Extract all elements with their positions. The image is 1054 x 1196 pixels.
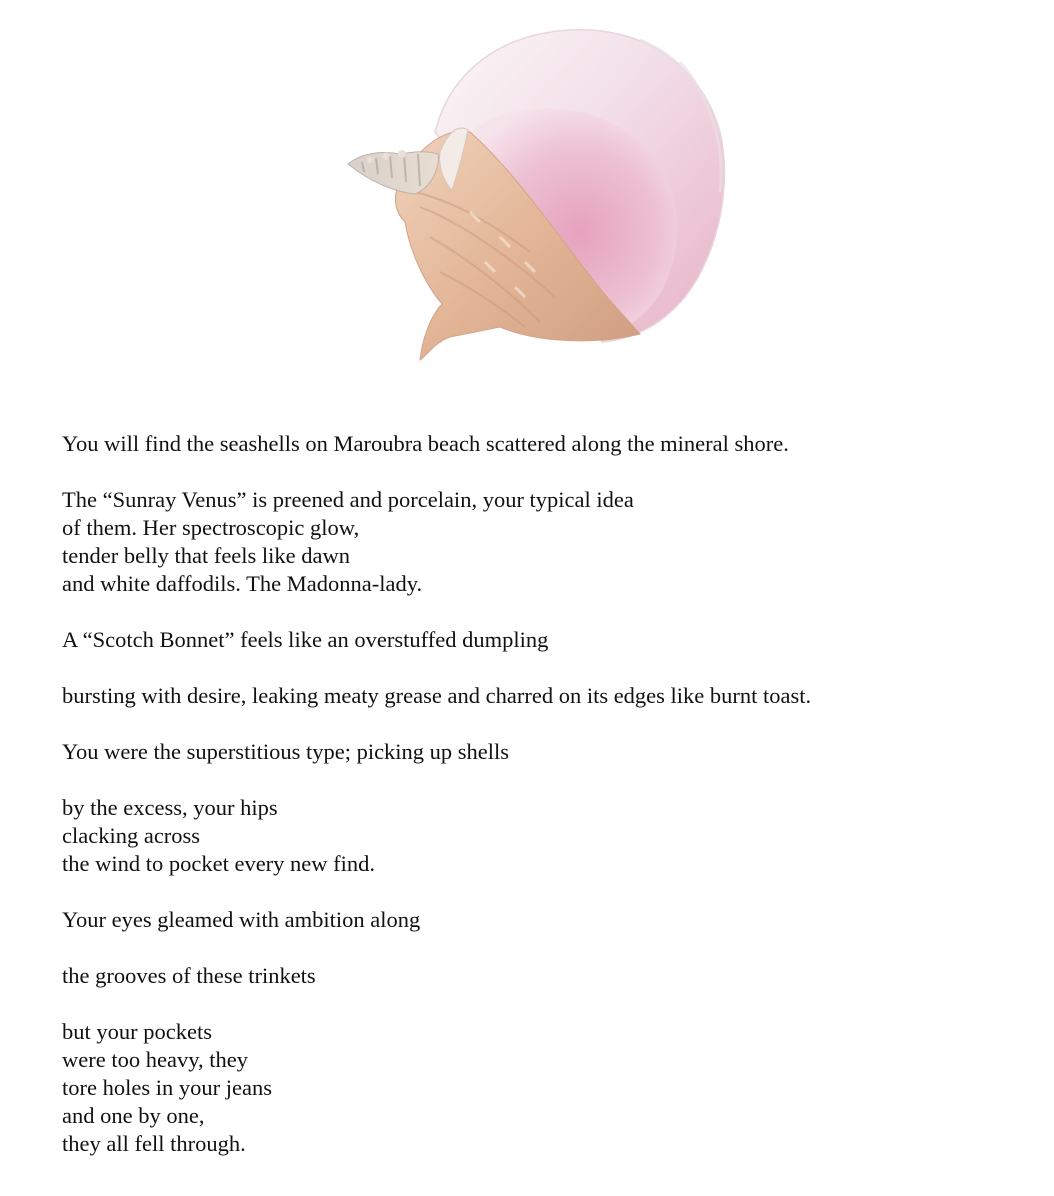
poem-line: bursting with desire, leaking meaty grease and charred on its edges like burnt toast. bbox=[62, 683, 812, 708]
stanza-5 bbox=[62, 738, 1022, 766]
poem-line: they all fell through. bbox=[62, 1131, 246, 1156]
poem-line: of them. Her spectroscopic glow, bbox=[62, 515, 360, 540]
poem-line: the wind to pocket every new find. bbox=[62, 851, 376, 876]
stanza-1 bbox=[62, 430, 1022, 458]
poem-line: by the excess, your hips bbox=[62, 795, 278, 820]
poem-text bbox=[62, 430, 1022, 1158]
poem-line: tore holes in your jeans bbox=[62, 1075, 272, 1100]
poem-line: were too heavy, they bbox=[62, 1047, 248, 1072]
poem-line: but your pockets bbox=[62, 1019, 212, 1044]
seashell-image bbox=[340, 22, 740, 367]
shell-spire bbox=[348, 152, 438, 194]
stanza-2 bbox=[62, 486, 1022, 598]
poem-line: Your eyes gleamed with ambition along bbox=[62, 907, 421, 932]
poem-line: the grooves of these trinkets bbox=[62, 963, 316, 988]
poem-line: The “Sunray Venus” is preened and porcelain, your typical idea bbox=[62, 487, 634, 512]
conch-shell-illustration bbox=[340, 22, 740, 367]
stanza-6 bbox=[62, 794, 1022, 878]
stanza-3 bbox=[62, 626, 1022, 654]
stanza-4 bbox=[62, 682, 1022, 710]
poem-line: tender belly that feels like dawn bbox=[62, 543, 351, 568]
stanza-8 bbox=[62, 962, 1022, 990]
poem-line: and one by one, bbox=[62, 1103, 205, 1128]
poem-line: You were the superstitious type; picking up shells bbox=[62, 739, 510, 764]
stanza-9 bbox=[62, 1018, 1022, 1158]
poem-line: clacking across bbox=[62, 823, 201, 848]
stanza-7 bbox=[62, 906, 1022, 934]
poem-line: A “Scotch Bonnet” feels like an overstuffed dumpling bbox=[62, 627, 549, 652]
poem-line: and white daffodils. The Madonna-lady. bbox=[62, 571, 423, 596]
poem-line: You will find the seashells on Maroubra beach scattered along the mineral shore. bbox=[62, 431, 789, 456]
